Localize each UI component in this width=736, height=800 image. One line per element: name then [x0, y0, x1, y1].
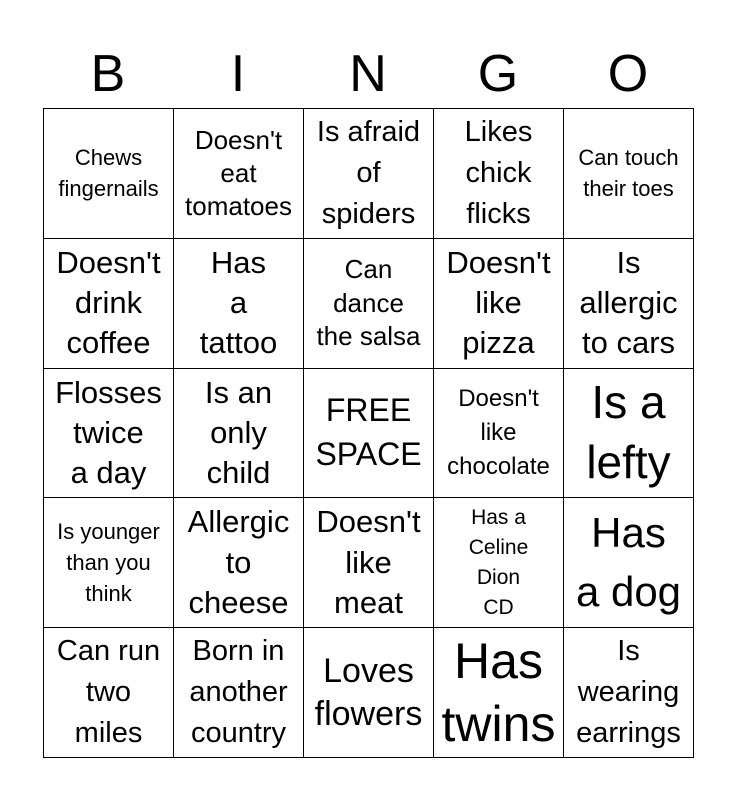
cell-text: Doesn't eat tomatoes	[185, 124, 292, 222]
cell-text: Is wearing earrings	[576, 634, 681, 750]
cell-text: Doesn't like pizza	[446, 244, 551, 361]
header-letter-g: G	[477, 45, 519, 103]
bingo-header	[43, 40, 693, 108]
bingo-board	[43, 108, 694, 758]
cell-text: Has twins	[441, 632, 556, 752]
header-letter-n: N	[349, 45, 387, 103]
cell-text: Chews fingernails	[58, 145, 159, 202]
cell-text: Can touch their toes	[578, 145, 679, 202]
bingo-cell-r1c3[interactable]	[304, 109, 434, 239]
bingo-cell-r5c4[interactable]	[434, 628, 564, 758]
header-letter-i: I	[230, 45, 246, 103]
cell-text: Flosses twice a day	[55, 374, 162, 491]
bingo-cell-r1c4[interactable]	[434, 109, 564, 239]
bingo-cell-r4c2[interactable]	[174, 498, 304, 628]
cell-text: Allergic to cheese	[187, 504, 290, 620]
cell-text: Has a tattoo	[199, 244, 278, 361]
cell-text: Is younger than you think	[57, 518, 160, 607]
bingo-cell-r2c1[interactable]	[44, 239, 174, 369]
bingo-cell-r3c5[interactable]	[564, 369, 694, 499]
bingo-cell-r2c5[interactable]	[564, 239, 694, 369]
bingo-cell-free-space[interactable]	[304, 369, 434, 499]
bingo-cell-r5c2[interactable]	[174, 628, 304, 758]
bingo-cell-r1c5[interactable]	[564, 109, 694, 239]
cell-text: Doesn't like meat	[316, 504, 421, 620]
cell-text: FREE SPACE	[315, 392, 422, 472]
cell-text: Loves flowers	[314, 652, 423, 733]
bingo-cell-r1c2[interactable]	[174, 109, 304, 239]
cell-text: Doesn't drink coffee	[56, 244, 161, 361]
bingo-cell-r3c1[interactable]	[44, 369, 174, 499]
cell-text: Is an only child	[204, 374, 273, 491]
cell-text: Has a dog	[575, 508, 682, 615]
bingo-cell-r4c4[interactable]	[434, 498, 564, 628]
cell-text: Born in another country	[189, 634, 288, 750]
cell-text: Can run two miles	[56, 634, 161, 750]
bingo-cell-r2c3[interactable]	[304, 239, 434, 369]
cell-text: Has a Celine Dion CD	[468, 506, 529, 619]
cell-text: Can dance the salsa	[316, 254, 421, 351]
bingo-cell-r2c4[interactable]	[434, 239, 564, 369]
bingo-cell-r1c1[interactable]	[44, 109, 174, 239]
bingo-cell-r5c5[interactable]	[564, 628, 694, 758]
bingo-cell-r5c3[interactable]	[304, 628, 434, 758]
bingo-cell-r3c2[interactable]	[174, 369, 304, 499]
bingo-cell-r4c5[interactable]	[564, 498, 694, 628]
bingo-cell-r4c3[interactable]	[304, 498, 434, 628]
bingo-cell-r2c2[interactable]	[174, 239, 304, 369]
bingo-cell-r4c1[interactable]	[44, 498, 174, 628]
bingo-cell-r3c4[interactable]	[434, 369, 564, 499]
cell-text: Is a lefty	[586, 376, 671, 488]
header-letter-o: O	[607, 45, 649, 103]
bingo-cell-r5c1[interactable]	[44, 628, 174, 758]
cell-text: Doesn't like chocolate	[447, 384, 550, 481]
header-letter-b: B	[90, 45, 126, 103]
cell-text: Is afraid of spiders	[316, 115, 421, 230]
cell-text: Is allergic to cars	[579, 244, 678, 361]
cell-text: Likes chick flicks	[464, 115, 533, 230]
